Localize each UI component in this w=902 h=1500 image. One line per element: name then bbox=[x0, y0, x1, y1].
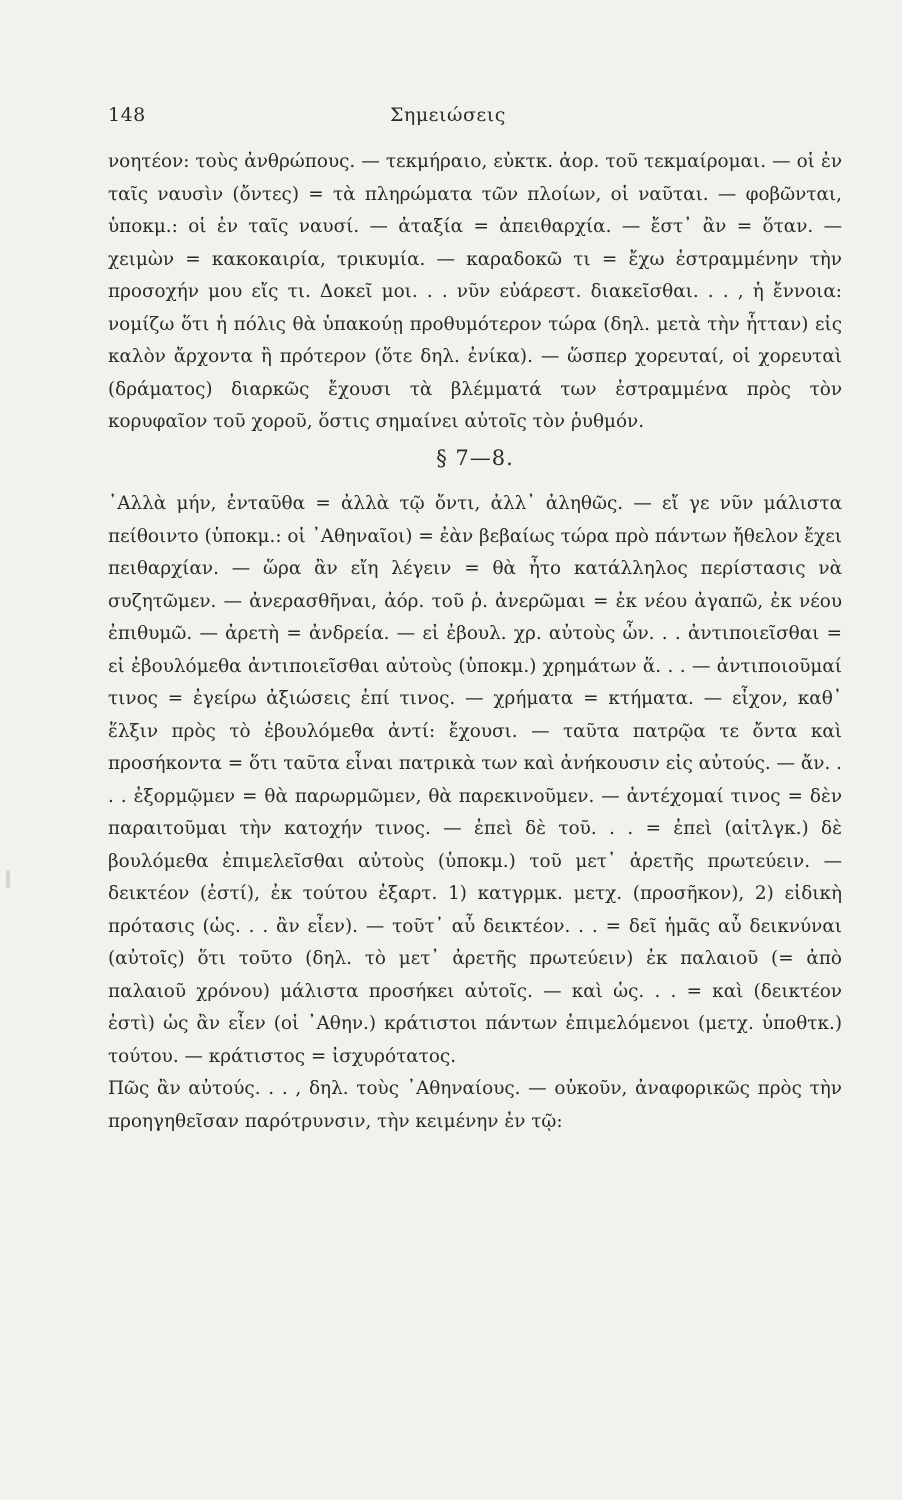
paragraph-notes-continued: νοητέον: τοὺς ἀνθρώπους. — τεκμήραιο, εὐκτκ. ἀορ. τοῦ τεκμαίρομαι. — οἱ ἐν ταῖς ναυσὶν (ὄντες) = τὰ πληρώματα τῶν πλοίων, οἱ ναῦται. — φοβῶνται, ὑποκμ.: οἱ ἐν ταῖς ναυσί. — ἀταξία = ἀπειθαρχία. — ἔστ᾿ ἂν = ὅταν. — χειμὼν = κακοκαιρία, τρικυμία. — καραδοκῶ τι = ἔχω ἐστραμμένην τὴν προσοχήν μου εἴς τι. Δοκεῖ μοι. . . νῦν εὐάρεστ. διακεῖσθαι. . . , ἡ ἔννοια: νομίζω ὅτι ἡ πόλις θὰ ὑπακούῃ προθυμότερον τώρα (δηλ. μετὰ τὴν ἧτταν) εἰς καλὸν ἄρχοντα ἢ πρότερον (ὅτε δηλ. ἐνίκα). — ὥσπερ χορευταί, οἱ χορευταὶ (δράματος) διαρκῶς ἔχουσι τὰ βλέμματά των ἐστραμμένα πρὸς τὸν κορυφαῖον τοῦ χοροῦ, ὅστις σημαίνει αὐτοῖς τὸν ῥυθμόν. bbox=[108, 151, 842, 432]
running-head: Σημειώσεις bbox=[390, 104, 506, 126]
page-body bbox=[108, 146, 842, 1138]
paragraph-section-7-8: ᾿Αλλὰ μήν, ἐνταῦθα = ἀλλὰ τῷ ὄντι, ἀλλ᾿ ἀληθῶς. — εἴ γε νῦν μάλιστα πείθοιντο (ὑποκμ.: οἱ ᾿Αθηναῖοι) = ἐὰν βεβαίως τώρα πρὸ πάντων ἤθελον ἔχει πειθαρχίαν. — ὥρα ἂν εἴη λέγειν = θὰ ἦτο κατάλληλος περίστασις νὰ συζητῶμεν. — ἀνερασθῆναι, ἀόρ. τοῦ ῥ. ἀνερῶμαι = ἐκ νέου ἀγαπῶ, ἐκ νέου ἐπιθυμῶ. — ἀρετὴ = ἀνδρεία. — εἰ ἐβουλ. χρ. αὐτοὺς ὧν. . . ἀντιποιεῖσθαι = εἰ ἐβουλόμεθα ἀντιποιεῖσθαι αὐτοὺς (ὑποκμ.) χρημάτων ἅ. . . — ἀντιποιοῦμαί τινος = ἐγείρω ἀξιώσεις ἐπί τινος. — χρήματα = κτήματα. — εἶχον, καθ᾿ ἕλξιν πρὸς τὸ ἐβουλόμεθα ἀντί: ἔχουσι. — ταῦτα πατρῷα τε ὄντα καὶ προσήκοντα = ὅτι ταῦτα εἶναι πατρικὰ των καὶ ἀνήκουσιν εἰς αὐτούς. — ἄν. . . . ἐξορμῷμεν = θὰ παρωρμῶμεν, θὰ παρεκινοῦμεν. — ἀντέχομαί τινος = δὲν παραιτοῦμαι τὴν κατοχήν τινος. — ἐπεὶ δὲ τοῦ. . . = ἐπεὶ (αἰτλγκ.) δὲ βουλόμεθα ἐπιμελεῖσθαι αὐτοὺς (ὑποκμ.) τοῦ μετ᾿ ἀρετῆς πρωτεύειν. — δεικτέον (ἐστί), ἐκ τούτου ἐξαρτ. 1) κατγρμκ. μετχ. (προσῆκον), 2) εἰδικὴ πρότασις (ὡς. . . ἂν εἶεν). — τοῦτ᾿ αὖ δεικτέον. . . = δεῖ ἡμᾶς αὖ δεικνύναι (αὐτοῖς) ὅτι τοῦτο (δηλ. τὸ μετ᾿ ἀρετῆς πρωτεύειν) ἐκ παλαιοῦ (= ἀπὸ παλαιοῦ χρόνου) μάλιστα προσήκει αὐτοῖς. — καὶ ὡς. . . = καὶ (δεικτέον ἐστὶ) ὡς ἂν εἶεν (οἱ ᾿Αθην.) κράτιστοι πάντων ἐπιμελόμενοι (μετχ. ὑποθτκ.) τούτου. — κράτιστος = ἰσχυρότατος. bbox=[108, 493, 842, 1067]
section-heading: § 7—8. bbox=[436, 445, 514, 470]
page-smudge bbox=[6, 870, 10, 888]
page-header bbox=[108, 98, 842, 138]
page-number: 148 bbox=[108, 104, 146, 126]
paragraph-pos-an-autous: Πῶς ἂν αὐτούς. . . , δηλ. τοὺς ᾿Αθηναίους. — οὐκοῦν, ἀναφορικῶς πρὸς τὴν προηγηθεῖσαν παρότρυνσιν, τὴν κειμένην ἐν τῷ: bbox=[108, 1078, 842, 1132]
